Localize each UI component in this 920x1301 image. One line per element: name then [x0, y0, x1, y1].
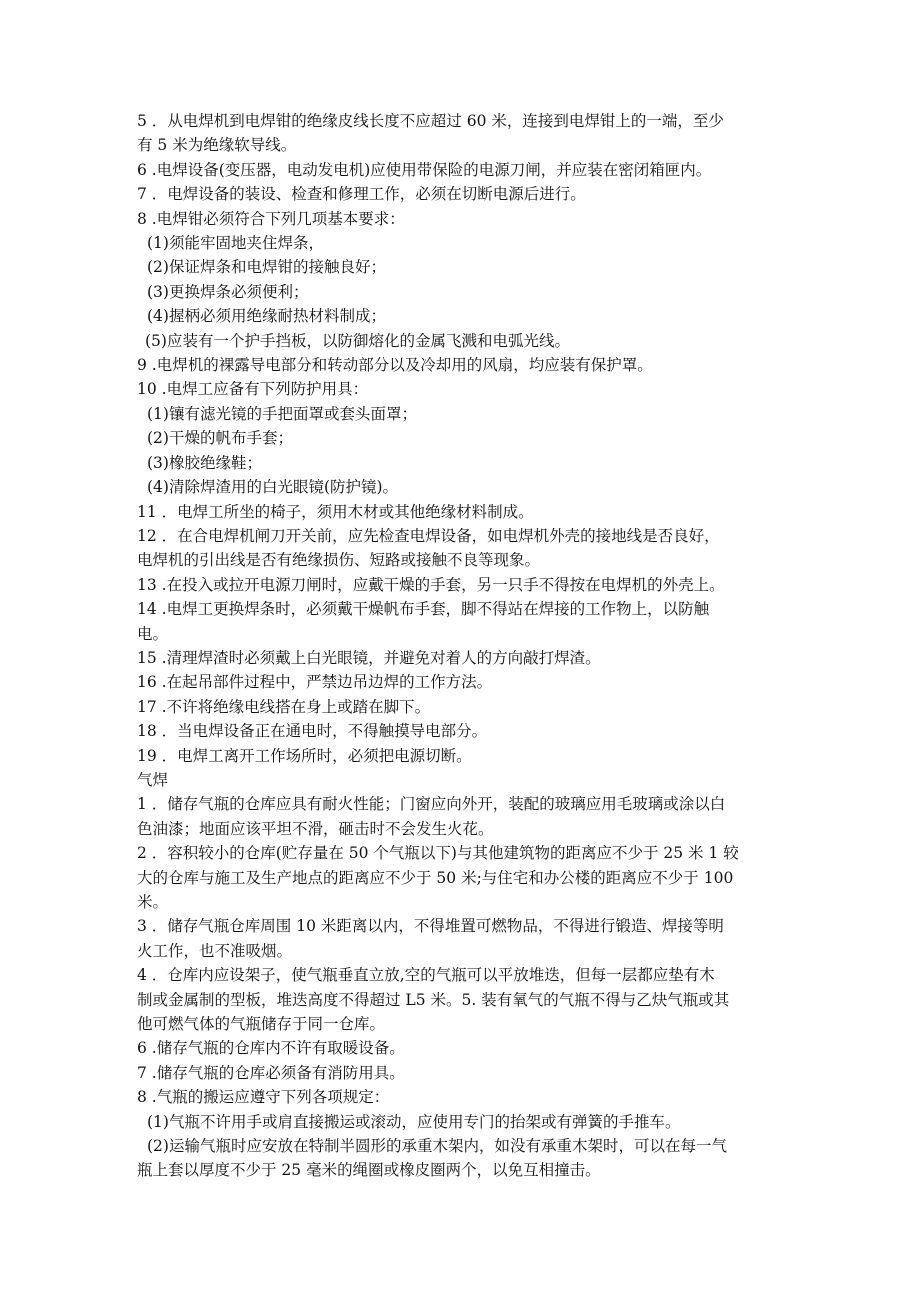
text-line: 瓶上套以厚度不少于 25 毫米的绳圈或橡皮圈两个，以免互相撞击。	[137, 1161, 601, 1180]
text-line: (4)清除焊渣用的白光眼镜(防护镜)。	[147, 478, 399, 497]
text-line: 1 ．储存气瓶的仓库应具有耐火性能；门窗应向外开，装配的玻璃应用毛玻璃或涂以白	[137, 795, 726, 814]
text-line: (3)更换焊条必须便利；	[147, 282, 309, 301]
text-line: (1)须能牢固地夹住焊条，	[147, 234, 324, 253]
text-line: 6 .电焊设备(变压器，电动发电机)应使用带保险的电源刀闸，并应装在密闭箱匣内。	[137, 160, 712, 179]
text-line: 5 ．从电焊机到电焊钳的绝缘皮线长度不应超过 60 米，连接到电焊钳上的一端，至少	[137, 112, 724, 130]
text-line: 13 .在投入或拉开电源刀闸时，应戴干燥的手套，另一只手不得按在电焊机的外壳上。	[137, 575, 725, 594]
text-line: 色油漆；地面应该平坦不滑，砸击时不会发生火花。	[137, 819, 494, 838]
text-line: 6 .储存气瓶的仓库内不许有取暖设备。	[137, 1039, 405, 1058]
text-line: 16 .在起吊部件过程中，严禁边吊边焊的工作方法。	[137, 673, 493, 692]
text-line: 12 ．在合电焊机闸刀开关前，应先检查电焊设备，如电焊机外壳的接地线是否良好，	[137, 526, 720, 545]
text-line: 他可燃气体的气瓶储存于同一仓库。	[137, 1015, 386, 1034]
text-line: 有 5 米为绝缘软导线。	[137, 136, 297, 155]
text-line: 3 ．储存气瓶仓库周围 10 米距离以内，不得堆置可燃物品，不得进行锻造、焊接等明	[137, 917, 724, 936]
text-line: 大的仓库与施工及生产地点的距离应不少于 50 米;与住宅和办公楼的距离应不少于 100	[137, 868, 734, 887]
text-line: 电焊机的引出线是否有绝缘损伤、短路或接触不良等现象。	[137, 551, 541, 570]
text-line: (2)干燥的帆布手套；	[147, 429, 293, 448]
text-line: 15 .清理焊渣时必须戴上白光眼镜，并避免对着人的方向敲打焊渣。	[137, 648, 601, 667]
text-line: (1)气瓶不许用手或肩直接搬运或滚动，应使用专门的抬架或有弹簧的手推车。	[147, 1112, 681, 1131]
text-line: 火工作，也不准吸烟。	[137, 941, 293, 960]
text-line: (5)应装有一个护手挡板，以防御熔化的金属飞溅和电弧光线。	[145, 331, 570, 350]
text-line: (3)橡胶绝缘鞋；	[147, 453, 262, 472]
text-line: 8 .电焊钳必须符合下列几项基本要求：	[137, 209, 405, 228]
text-line: 11 ．电焊工所坐的椅子，须用木材或其他绝缘材料制成。	[137, 502, 534, 521]
text-line: 7 .储存气瓶的仓库必须备有消防用具。	[137, 1063, 405, 1082]
text-line: (2)运输气瓶时应安放在特制半圆形的承重木架内，如没有承重木架时，可以在每一气	[147, 1137, 727, 1156]
text-line: 14 .电焊工更换焊条时，必须戴干燥帆布手套，脚不得站在焊接的工作物上，以防触	[137, 600, 710, 619]
text-line: 18 ．当电焊设备正在通电时，不得触摸导电部分。	[137, 722, 488, 741]
text-line: 4 ．仓库内应设架子，使气瓶垂直立放,空的气瓶可以平放堆迭，但每一层都应垫有木	[137, 966, 715, 985]
text-line: 制或金属制的型板，堆迭高度不得超过 L5 米。5. 装有氧气的气瓶不得与乙炔气瓶或其	[137, 990, 730, 1009]
text-line: 米。	[137, 893, 169, 911]
text-line: (4)握柄必须用绝缘耐热材料制成；	[147, 307, 386, 326]
text-line: 17 .不许将绝缘电线搭在身上或踏在脚下。	[137, 697, 431, 716]
text-line: 2 ．容积较小的仓库(贮存量在 50 个气瓶以下)与其他建筑物的距离应不少于 25 米 1 较	[137, 844, 739, 863]
text-line: (1)镶有滤光镜的手把面罩或套头面罩；	[147, 404, 417, 423]
text-line: 气焊	[137, 770, 169, 789]
text-line: (2)保证焊条和电焊钳的接触良好；	[147, 258, 386, 277]
text-line: 10 .电焊工应备有下列防护用具：	[137, 380, 369, 399]
text-line: 8 .气瓶的搬运应遵守下列各项规定：	[137, 1088, 390, 1107]
text-line: 电。	[137, 624, 169, 643]
text-line: 7 ．电焊设备的装设、检查和修理工作，必须在切断电源后进行。	[137, 185, 586, 204]
document-body	[137, 109, 787, 1183]
text-line: 9 .电焊机的裸露导电部分和转动部分以及冷却用的风扇，均应装有保护罩。	[137, 356, 653, 375]
text-line: 19 ．电焊工离开工作场所时，必须把电源切断。	[137, 746, 472, 765]
